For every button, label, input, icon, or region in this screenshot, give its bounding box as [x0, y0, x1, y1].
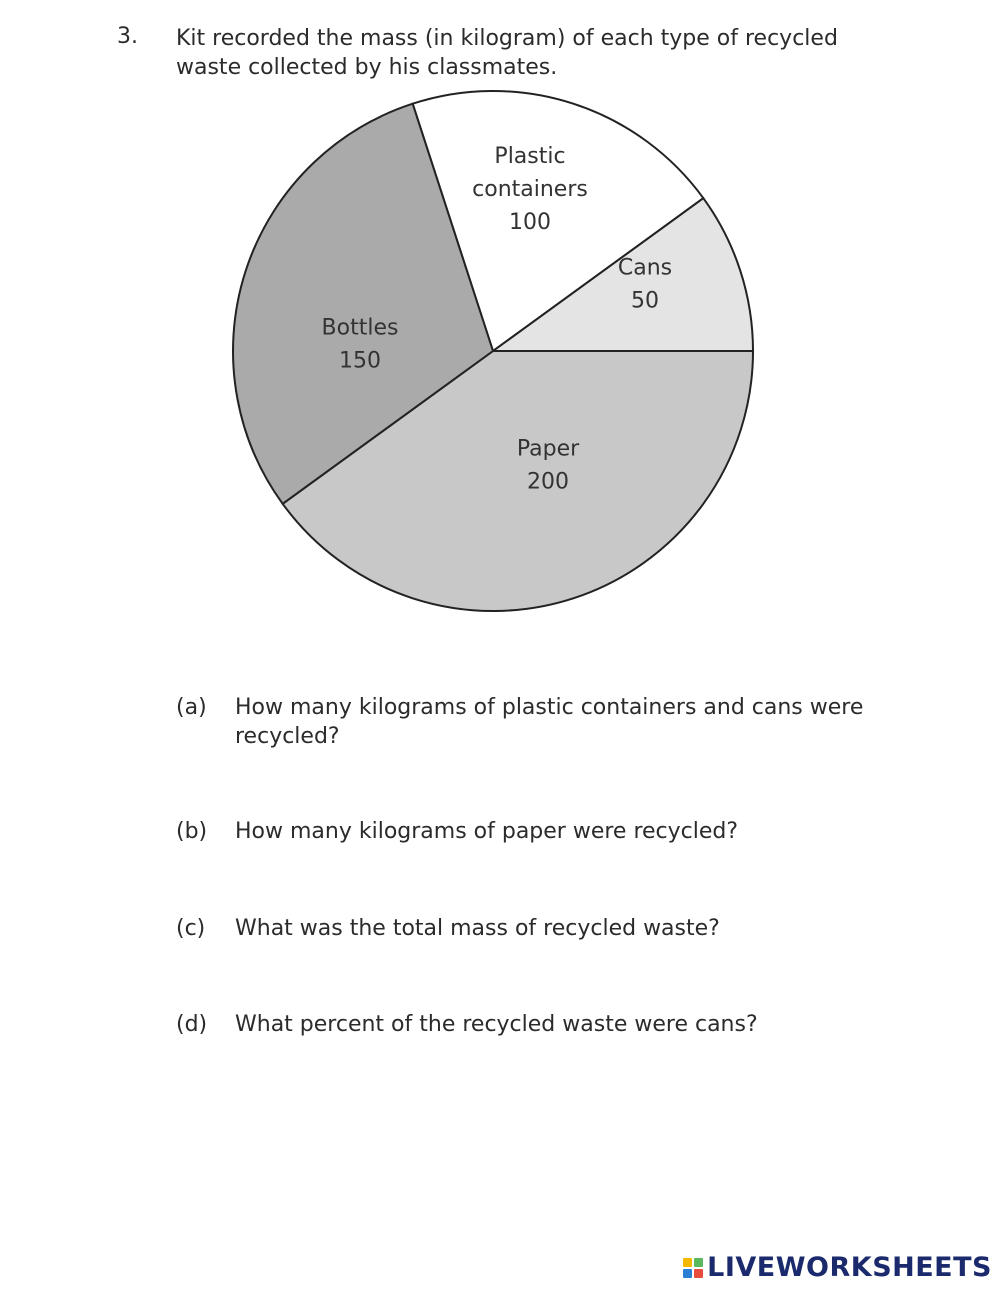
logo-text: LIVEWORKSHEETS [707, 1252, 992, 1283]
pie-label-cans: Cans 50 [617, 255, 673, 314]
sub-question-b-text: How many kilograms of paper were recycled? [235, 819, 739, 844]
sub-question-a-letter: (a) [176, 695, 207, 720]
pie-label-paper: Paper 200 [516, 436, 580, 495]
sub-question-d-letter: (d) [176, 1012, 208, 1037]
pie-label-bottles: Bottles 150 [321, 315, 399, 374]
sub-question-c [176, 914, 896, 943]
question-text: Kit recorded the mass (in kilogram) of each type of recycled waste collected by his classmates. [176, 26, 838, 80]
sub-question-a [176, 693, 896, 751]
sub-question-a-text: How many kilograms of plastic containers and cans were recycled? [235, 695, 864, 749]
sub-question-d-text: What percent of the recycled waste were cans? [235, 1012, 758, 1037]
sub-question-c-text: What was the total mass of recycled waste? [235, 916, 720, 941]
logo-mark-icon [683, 1258, 703, 1278]
pie-label-plastic-containers: Plastic containers 100 [472, 144, 588, 235]
sub-question-d [176, 1010, 896, 1039]
liveworksheets-logo[interactable] [683, 1252, 992, 1283]
sub-question-b-letter: (b) [176, 819, 208, 844]
question-number: 3. [117, 24, 138, 49]
sub-question-b [176, 817, 896, 846]
pie-slices [233, 91, 753, 611]
sub-question-c-letter: (c) [176, 916, 206, 941]
